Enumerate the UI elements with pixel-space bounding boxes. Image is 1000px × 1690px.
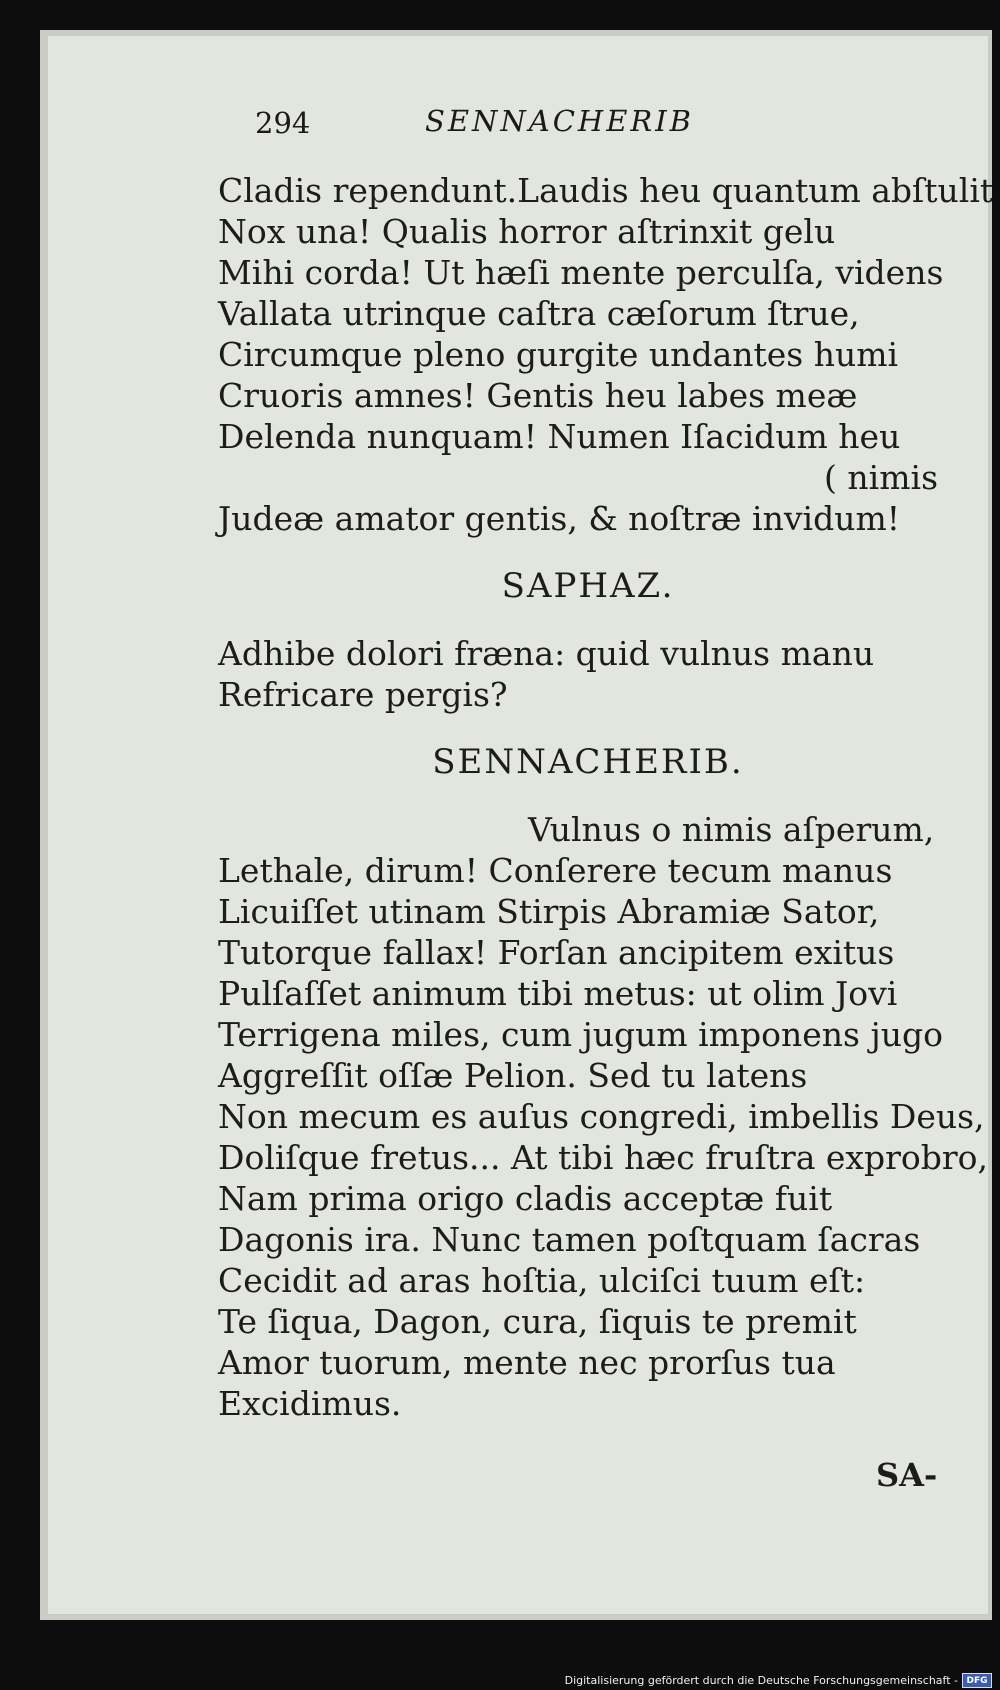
verse-line: Pulſaſſet animum tibi metus: ut olim Jovi: [218, 974, 898, 1013]
verse-line: Nox una! Qualis horror aſtrinxit gelu: [218, 212, 836, 251]
verse-line: Doliſque fretus... At tibi hæc fruſtra exprobro,: [218, 1138, 989, 1177]
verse-line: Licuiſſet utinam Stirpis Abramiæ Sator,: [218, 892, 880, 931]
funding-credit: Digitalisierung gefördert durch die Deutsche Forschungsgemeinschaft -: [564, 1674, 958, 1687]
verse-line: Refricare pergis?: [218, 675, 508, 714]
verse-text: [218, 170, 994, 1424]
verse-line: Amor tuorum, mente nec prorſus tua: [218, 1343, 836, 1382]
running-head: SENNACHERIB: [425, 104, 694, 138]
verse-line: Vallata utrinque caſtra cæſorum ſtrue,: [218, 294, 860, 333]
verse-line: Non mecum es auſus congredi, imbellis Deus,: [218, 1097, 985, 1136]
footer-bar: [0, 1666, 1000, 1690]
verse-line: Mihi corda! Ut hæſi mente perculſa, videns: [218, 253, 944, 292]
verse-line: Te ſiqua, Dagon, cura, ſiquis te premit: [218, 1302, 857, 1341]
verse-line: Tutorque fallax! Forſan ancipitem exitus: [218, 933, 895, 972]
page-number: 294: [255, 106, 311, 140]
verse-line: Judeæ amator gentis, & noſtræ invidum!: [218, 499, 900, 538]
dfg-logo-icon: DFG: [962, 1673, 992, 1688]
verse-line: Vulnus o nimis aſperum,: [528, 810, 935, 849]
verse-line: Cecidit ad aras hoſtia, ulciſci tuum eſt:: [218, 1261, 866, 1300]
speaker-saphaz: SAPHAZ.: [501, 566, 675, 606]
verse-line: Cruoris amnes! Gentis heu labes meæ: [218, 376, 858, 415]
verse-line: Nam prima origo cladis acceptæ fuit: [218, 1179, 833, 1218]
verse-line: Delenda nunquam! Numen Iſacidum heu: [218, 417, 901, 456]
verse-line: Lethale, dirum! Conſerere tecum manus: [218, 851, 893, 890]
verse-line: Dagonis ira. Nunc tamen poſtquam ſacras: [218, 1220, 921, 1259]
page-header: [0, 104, 1000, 144]
verse-line: Terrigena miles, cum jugum imponens jugo: [218, 1015, 943, 1054]
verse-line: Cladis rependunt.Laudis heu quantum abſtulit: [218, 171, 994, 210]
verse-runover: ( nimis: [824, 458, 938, 497]
verse-line: Circumque pleno gurgite undantes humi: [218, 335, 899, 374]
catchword: SA-: [876, 1456, 938, 1494]
verse-line: Adhibe dolori fræna: quid vulnus manu: [218, 634, 875, 673]
speaker-sennacherib: SENNACHERIB.: [432, 742, 744, 782]
verse-line: Excidimus.: [218, 1384, 402, 1423]
verse-line: Aggreſſit oſſæ Pelion. Sed tu latens: [218, 1056, 808, 1095]
